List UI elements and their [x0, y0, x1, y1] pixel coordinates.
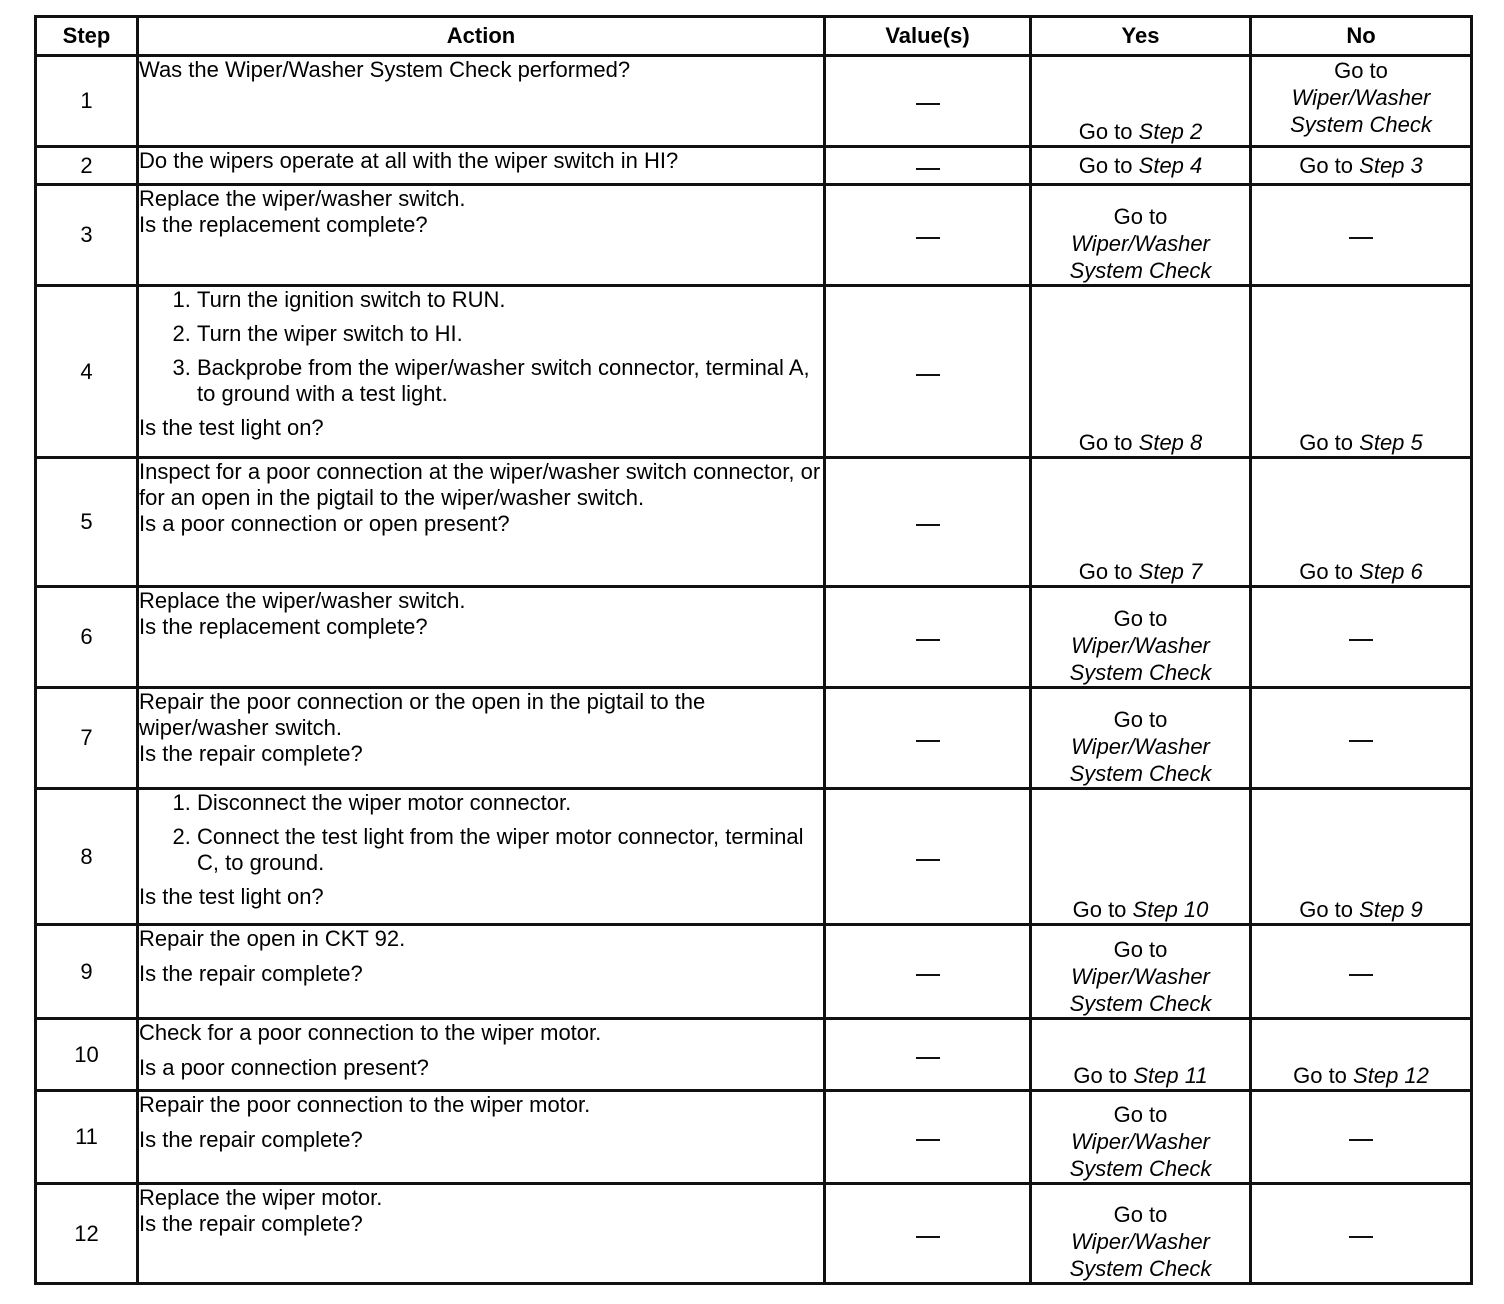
value-cell — [825, 925, 1031, 1019]
action-cell — [138, 56, 825, 147]
action-text: Inspect for a poor connection at the wiper/washer switch connector, or for an open in the pigtail to the wiper/washer switch. — [139, 459, 821, 510]
no-cell — [1251, 587, 1472, 688]
value-cell — [825, 789, 1031, 925]
step-number: 12 — [36, 1184, 138, 1284]
step-number: 9 — [36, 925, 138, 1019]
action-text: Check for a poor connection to the wiper motor. — [139, 1020, 602, 1045]
value-cell — [825, 1184, 1031, 1284]
table-row — [36, 147, 1472, 185]
action-cell — [138, 185, 825, 286]
list-item: 2. Connect the test light from the wiper motor connector, terminal C, to ground. — [197, 824, 823, 876]
yes-cell: Go to Wiper/Washer System Check — [1031, 688, 1251, 789]
action-cell — [138, 147, 825, 185]
yes-cell: Go to Wiper/Washer System Check — [1031, 587, 1251, 688]
action-cell — [138, 286, 825, 458]
header-action: Action — [138, 17, 825, 56]
action-cell — [138, 1091, 825, 1184]
action-cell — [138, 458, 825, 587]
action-text: Repair the poor connection to the wiper motor. — [139, 1092, 591, 1117]
action-text: Replace the wiper/washer switch. — [139, 588, 466, 613]
step-number: 1 — [36, 56, 138, 147]
header-step: Step — [36, 17, 138, 56]
header-row — [36, 17, 1472, 56]
action-text: Was the Wiper/Washer System Check performed? — [139, 57, 631, 82]
value-cell — [825, 1091, 1031, 1184]
no-cell: Go to Step 3 — [1251, 147, 1472, 185]
value-dash — [916, 524, 940, 526]
no-dash — [1349, 1236, 1373, 1238]
no-cell — [1251, 185, 1472, 286]
header-no: No — [1251, 17, 1472, 56]
value-dash — [916, 168, 940, 170]
list-item: 3. Backprobe from the wiper/washer switch connector, terminal A, to ground with a test light. — [197, 355, 823, 407]
no-cell: Go to Step 9 — [1251, 789, 1472, 925]
action-text: Repair the poor connection or the open in the pigtail to the wiper/washer switch. — [139, 689, 706, 740]
action-steps-list — [139, 287, 823, 415]
value-dash — [916, 103, 940, 105]
action-question: Is the test light on? — [139, 415, 324, 440]
list-item: 1. Turn the ignition switch to RUN. — [197, 287, 823, 313]
action-cell — [138, 1184, 825, 1284]
no-cell — [1251, 1184, 1472, 1284]
table-row — [36, 688, 1472, 789]
table-row — [36, 1019, 1472, 1091]
action-text: Replace the wiper/washer switch. — [139, 186, 466, 211]
value-cell — [825, 458, 1031, 587]
action-text: Repair the open in CKT 92. — [139, 926, 406, 951]
value-dash — [916, 639, 940, 641]
no-dash — [1349, 237, 1373, 239]
value-cell — [825, 147, 1031, 185]
table-row — [36, 286, 1472, 458]
yes-cell: Go to Wiper/Washer System Check — [1031, 1184, 1251, 1284]
value-dash — [916, 237, 940, 239]
yes-cell: Go to Step 8 — [1031, 286, 1251, 458]
yes-cell: Go to Step 2 — [1031, 56, 1251, 147]
list-item: 1. Disconnect the wiper motor connector. — [197, 790, 823, 816]
action-cell — [138, 688, 825, 789]
value-cell — [825, 56, 1031, 147]
action-question: Is the replacement complete? — [139, 614, 428, 639]
header-yes: Yes — [1031, 17, 1251, 56]
value-dash — [916, 374, 940, 376]
no-cell — [1251, 1091, 1472, 1184]
action-question: Is the repair complete? — [139, 741, 363, 766]
action-text: Do the wipers operate at all with the wiper switch in HI? — [139, 148, 679, 173]
action-text: Replace the wiper motor. — [139, 1185, 383, 1210]
value-dash — [916, 1139, 940, 1141]
value-cell — [825, 688, 1031, 789]
value-cell — [825, 1019, 1031, 1091]
action-cell — [138, 587, 825, 688]
value-dash — [916, 974, 940, 976]
action-question: Is the test light on? — [139, 884, 324, 909]
yes-cell: Go to Wiper/Washer System Check — [1031, 925, 1251, 1019]
step-number: 2 — [36, 147, 138, 185]
no-cell: Go to Step 12 — [1251, 1019, 1472, 1091]
yes-cell: Go to Step 11 — [1031, 1019, 1251, 1091]
action-question: Is the repair complete? — [139, 1127, 363, 1152]
no-cell: Go to Step 5 — [1251, 286, 1472, 458]
value-cell — [825, 286, 1031, 458]
table-row — [36, 185, 1472, 286]
action-question: Is a poor connection present? — [139, 1055, 429, 1080]
header-values: Value(s) — [825, 17, 1031, 56]
value-dash — [916, 1236, 940, 1238]
no-cell: Go to Wiper/Washer System Check — [1251, 56, 1472, 147]
no-cell: Go to Step 6 — [1251, 458, 1472, 587]
no-cell — [1251, 925, 1472, 1019]
yes-cell: Go to Step 7 — [1031, 458, 1251, 587]
no-dash — [1349, 974, 1373, 976]
step-number: 6 — [36, 587, 138, 688]
table-row — [36, 458, 1472, 587]
step-number: 8 — [36, 789, 138, 925]
action-question: Is a poor connection or open present? — [139, 511, 510, 536]
value-dash — [916, 859, 940, 861]
value-dash — [916, 740, 940, 742]
action-question: Is the repair complete? — [139, 961, 363, 986]
value-cell — [825, 185, 1031, 286]
value-cell — [825, 587, 1031, 688]
diagnostic-table-container — [34, 15, 1470, 1285]
no-cell — [1251, 688, 1472, 789]
action-question: Is the repair complete? — [139, 1211, 363, 1236]
table-row — [36, 1184, 1472, 1284]
step-number: 4 — [36, 286, 138, 458]
no-dash — [1349, 639, 1373, 641]
table-row — [36, 587, 1472, 688]
action-cell — [138, 1019, 825, 1091]
table-row — [36, 1091, 1472, 1184]
yes-cell: Go to Step 4 — [1031, 147, 1251, 185]
no-dash — [1349, 740, 1373, 742]
step-number: 5 — [36, 458, 138, 587]
table-row — [36, 789, 1472, 925]
step-number: 11 — [36, 1091, 138, 1184]
yes-cell: Go to Wiper/Washer System Check — [1031, 185, 1251, 286]
step-number: 10 — [36, 1019, 138, 1091]
table-row — [36, 56, 1472, 147]
table-row — [36, 925, 1472, 1019]
action-steps-list — [139, 790, 823, 884]
action-cell — [138, 925, 825, 1019]
step-number: 3 — [36, 185, 138, 286]
yes-cell: Go to Wiper/Washer System Check — [1031, 1091, 1251, 1184]
action-cell — [138, 789, 825, 925]
no-dash — [1349, 1139, 1373, 1141]
step-number: 7 — [36, 688, 138, 789]
diagnostic-table — [34, 15, 1473, 1285]
action-question: Is the replacement complete? — [139, 212, 428, 237]
list-item: 2. Turn the wiper switch to HI. — [197, 321, 823, 347]
yes-cell: Go to Step 10 — [1031, 789, 1251, 925]
value-dash — [916, 1057, 940, 1059]
